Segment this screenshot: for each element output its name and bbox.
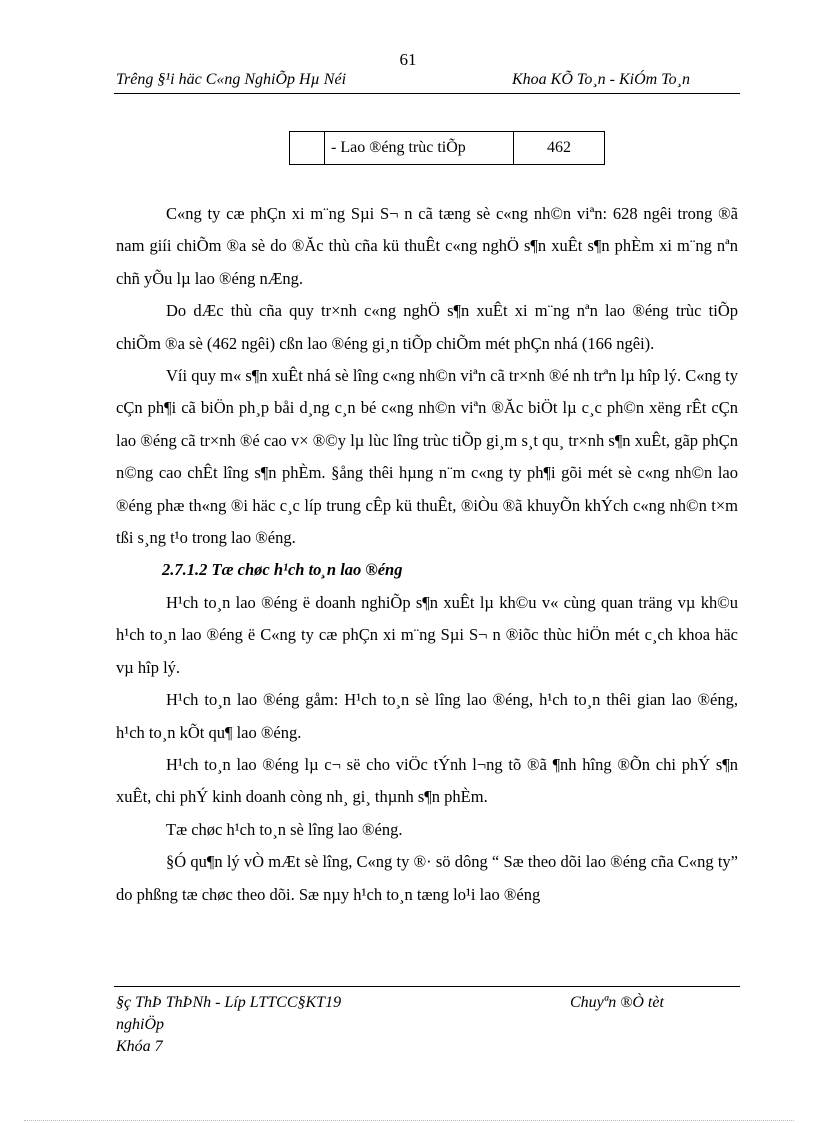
table-row bbox=[290, 132, 605, 165]
footer-author bbox=[116, 992, 341, 1058]
footer-divider bbox=[114, 986, 740, 987]
footer-author-line: Khóa 7 bbox=[116, 1038, 163, 1055]
page-number: 61 bbox=[399, 50, 417, 69]
labor-table bbox=[289, 131, 605, 165]
footer-author-line: nghiÖp bbox=[116, 1016, 164, 1033]
paragraph: H¹ch to¸n lao ®éng gåm: H¹ch to¸n sè lîng lao ®éng, h¹ch to¸n thêi gian lao ®éng, h¹ch to¸n kÕt qu¶ lao ®éng. bbox=[116, 690, 738, 742]
header-divider bbox=[114, 93, 740, 94]
table-cell-empty bbox=[290, 132, 325, 165]
footer-author-line: §ç ThÞ ThÞNh - Líp LTTCC§KT19 bbox=[116, 994, 342, 1011]
table-cell-label: - Lao ®éng trùc tiÕp bbox=[325, 132, 514, 165]
paragraph: H¹ch to¸n lao ®éng lµ c¬ së cho viÖc tÝnh l¬ng tõ ®ã ¶nh hîng ®Õn chi phÝ s¶n xuÊt, chi phÝ kinh doanh còng nh¸ gi¸ thµnh s¶n phÈm. bbox=[116, 754, 738, 807]
header-school-name: Trêng §¹i häc C«ng NghiÕp Hµ Néi bbox=[116, 71, 347, 88]
paragraph: H¹ch to¸n lao ®éng ë doanh nghiÕp s¶n xuÊt lµ kh©u v« cùng quan träng vµ kh©u h¹ch to¸n lao ®éng ë C«ng ty cæ phÇn xi m¨ng Sµi S¬ n ®iõc thùc hiÖn mét c¸ch khoa häc vµ hîp lý. bbox=[116, 592, 738, 677]
table-cell-value: 462 bbox=[514, 132, 605, 165]
paragraph: §Ó qu¶n lý vÒ mÆt sè lîng, C«ng ty ®· sö dông “ Sæ theo dõi lao ®éng cña C«ng ty” do phßng tæ chøc theo dõi. Sæ nµy h¹ch to¸n tæng lo¹i lao ®éng bbox=[116, 852, 738, 904]
body-text bbox=[116, 198, 738, 911]
page-edge-dotted-line bbox=[24, 1120, 794, 1121]
paragraph: Víi quy m« s¶n xuÊt nhá sè lîng c«ng nh©n viªn cã tr×nh ®é nh trªn lµ hîp lý. C«ng ty cÇn ph¶i cã biÖn ph¸p båi d¸ng c¸n bé c«ng nh©n viªn ®Ăc biÖt lµ c¸c ph©n xëng rÊt cÇn lao ®éng cã tr×nh ®é cao v× ®©y lµ lùc lîng trùc tiÕp gi¸m s¸t qu¸ tr×nh s¶n xuÊt, gãp phÇn n©ng cao chÊt lîng s¶n phÈm. §ång thêi hµng n¨m c«ng ty ph¶i gõi mét sè c«ng nh©n lao ®éng phæ th«ng ®i häc c¸c líp trung cÊp kü thuÊt, ®iÒu ®ã khuyÕn khÝch c«ng nh©n t×m tßi s¸ng t¹o trong lao ®éng. bbox=[116, 366, 738, 548]
paragraph: C«ng ty cæ phÇn xi m¨ng Sµi S¬ n cã tæng sè c«ng nh©n viªn: 628 ngêi trong ®ã nam giíi chiÕm ®a sè do ®Ăc thù cña kü thuÊt c«ng nghÖ s¶n xuÊt s¶n phÈm xi m¨ng nªn chñ yÕu lµ lao ®éng nÆng. bbox=[116, 204, 738, 288]
footer-document-type: Chuyªn ®Ò tèt bbox=[570, 994, 664, 1011]
header-faculty-name: Khoa KÕ To¸n - KiÓm To¸n bbox=[512, 71, 690, 88]
paragraph: Do dÆc thù cña quy tr×nh c«ng nghÖ s¶n xuÊt xi m¨ng nªn lao ®éng trùc tiÕp chiÕm ®a sè (462 ngêi) cßn lao ®éng gi¸n tiÕp chiÕm mét phÇn nhá (166 ngêi). bbox=[116, 301, 738, 353]
section-heading: 2.7.1.2 Tæ chøc h¹ch to¸n lao ®éng bbox=[162, 560, 403, 580]
paragraph: Tæ chøc h¹ch to¸n sè lîng lao ®éng. bbox=[166, 819, 403, 839]
